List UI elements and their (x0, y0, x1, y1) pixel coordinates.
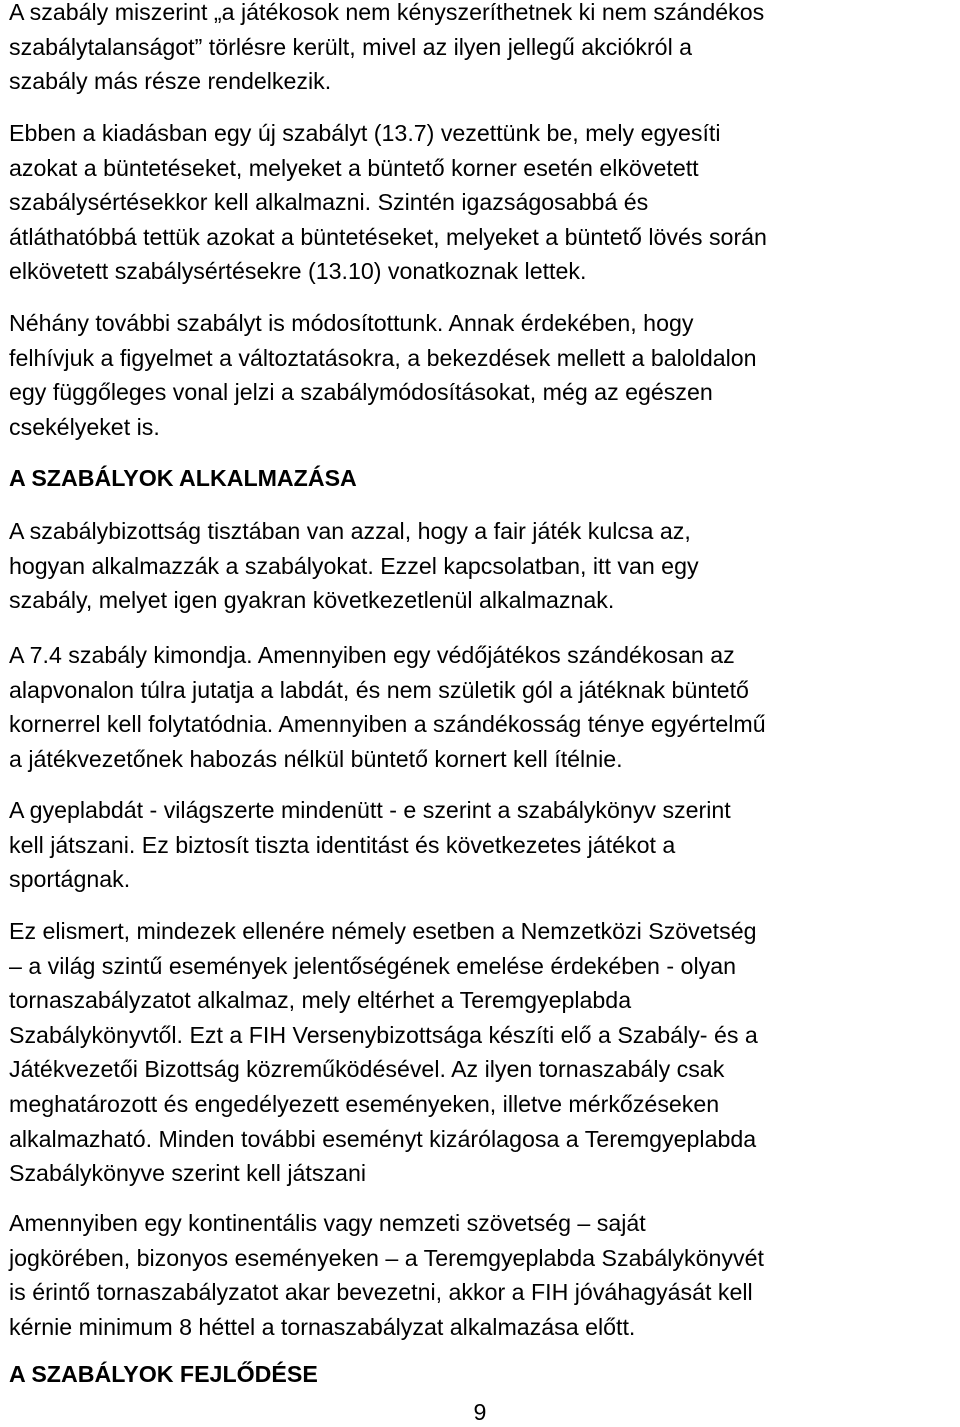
text-line: A szabály miszerint „a játékosok nem kényszeríthetnek ki nem szándékos (9, 0, 765, 25)
paragraph-rule-7-4 (9, 638, 766, 776)
text-line: Szabálykönyve szerint kell játszani (9, 1160, 366, 1187)
text-line: Néhány további szabályt is módosítottunk. Annak érdekében, hogy (9, 310, 694, 336)
text-line: csekélyeket is. (9, 413, 160, 440)
section-heading-development: A SZABÁLYOK FEJLŐDÉSE (9, 1361, 318, 1387)
page-number: 9 (473, 1399, 487, 1425)
text-line: felhívjuk a figyelmet a változtatásokra, a bekezdések mellett a baloldalon (9, 344, 757, 371)
text-line: Szabálykönyvtől. Ezt a FIH Versenybizottsága készíti elő a Szabály- és a (9, 1021, 758, 1048)
text-line: A 7.4 szabály kimondja. Amennyiben egy védőjátékos szándékosan az (9, 642, 735, 668)
text-line: Ez elismert, mindezek ellenére némely esetben a Nemzetközi Szövetség (9, 918, 757, 944)
text-line: A gyeplabdát - világszerte mindenütt - e szerint a szabálykönyv szerint (9, 797, 731, 823)
text-line: Amennyiben egy kontinentális vagy nemzeti szövetség – saját (9, 1210, 646, 1236)
text-line: azokat a büntetéseket, melyeket a büntető korner esetén elkövetett (9, 154, 699, 181)
section-heading-application: A SZABÁLYOK ALKALMAZÁSA (9, 465, 357, 491)
text-line: – a világ szintű események jelentőségének emelése érdekében - olyan (9, 952, 736, 979)
text-line: szabálysértésekkor kell alkalmazni. Szintén igazságosabbá és (9, 189, 649, 216)
text-line: szabálytalanságot” törlésre került, mivel az ilyen jellegű akciókról a (9, 33, 693, 60)
text-line: is érintő tornaszabályzatot akar bevezetni, akkor a FIH jóváhagyását kell (9, 1279, 753, 1306)
text-line: kérnie minimum 8 héttel a tornaszabályzat alkalmazása előtt. (9, 1313, 636, 1340)
text-line: kornerrel kell folytatódnia. Amennyiben a szándékosság ténye egyértelmű (9, 711, 766, 738)
paragraph-fair-play (9, 514, 699, 618)
text-line: átláthatóbbá tettük azokat a büntetéseket, melyeket a büntető lövés során (9, 223, 767, 250)
paragraph-worldwide (9, 793, 731, 897)
text-line: tornaszabályzatot alkalmaz, mely eltérhet a Teremgyeplabda (9, 987, 632, 1014)
text-line: alkalmazható. Minden további eseményt kizárólagosa a Teremgyeplabda (9, 1125, 757, 1152)
text-line: meghatározott és engedélyezett eseményeken, illetve mérkőzéseken (9, 1090, 720, 1117)
paragraph-modifications (9, 306, 757, 444)
text-line: kell játszani. Ez biztosít tiszta identitást és következetes játékot a (9, 831, 676, 858)
paragraph-tournament-rules (9, 914, 758, 1191)
text-line: egy függőleges vonal jelzi a szabálymódosításokat, még az egészen (9, 379, 713, 406)
text-line: Ebben a kiadásban egy új szabályt (13.7) vezettünk be, mely egyesíti (9, 120, 721, 146)
text-line: a játékvezetőnek habozás nélkül büntető kornert kell ítélnie. (9, 745, 623, 772)
paragraph-intentional-offence (9, 0, 764, 99)
text-line: szabály más része rendelkezik. (9, 68, 332, 95)
paragraph-continental (9, 1206, 764, 1344)
text-line: jogkörében, bizonyos eseményeken – a Teremgyeplabda Szabálykönyvét (9, 1244, 764, 1271)
text-line: hogyan alkalmazzák a szabályokat. Ezzel kapcsolatban, itt van egy (9, 552, 699, 579)
text-line: szabály, melyet igen gyakran következetlenül alkalmaznak. (9, 587, 615, 614)
text-line: sportágnak. (9, 866, 131, 893)
text-line: A szabálybizottság tisztában van azzal, hogy a fair játék kulcsa az, (9, 518, 691, 544)
text-line: alapvonalon túlra jutatja a labdát, és nem születik gól a játéknak büntető (9, 676, 749, 703)
paragraph-new-rule (9, 116, 767, 289)
text-line: Játékvezetői Bizottság közreműködésével. Az ilyen tornaszabály csak (9, 1056, 725, 1083)
text-line: elkövetett szabálysértésekre (13.10) vonatkoznak lettek. (9, 258, 587, 285)
